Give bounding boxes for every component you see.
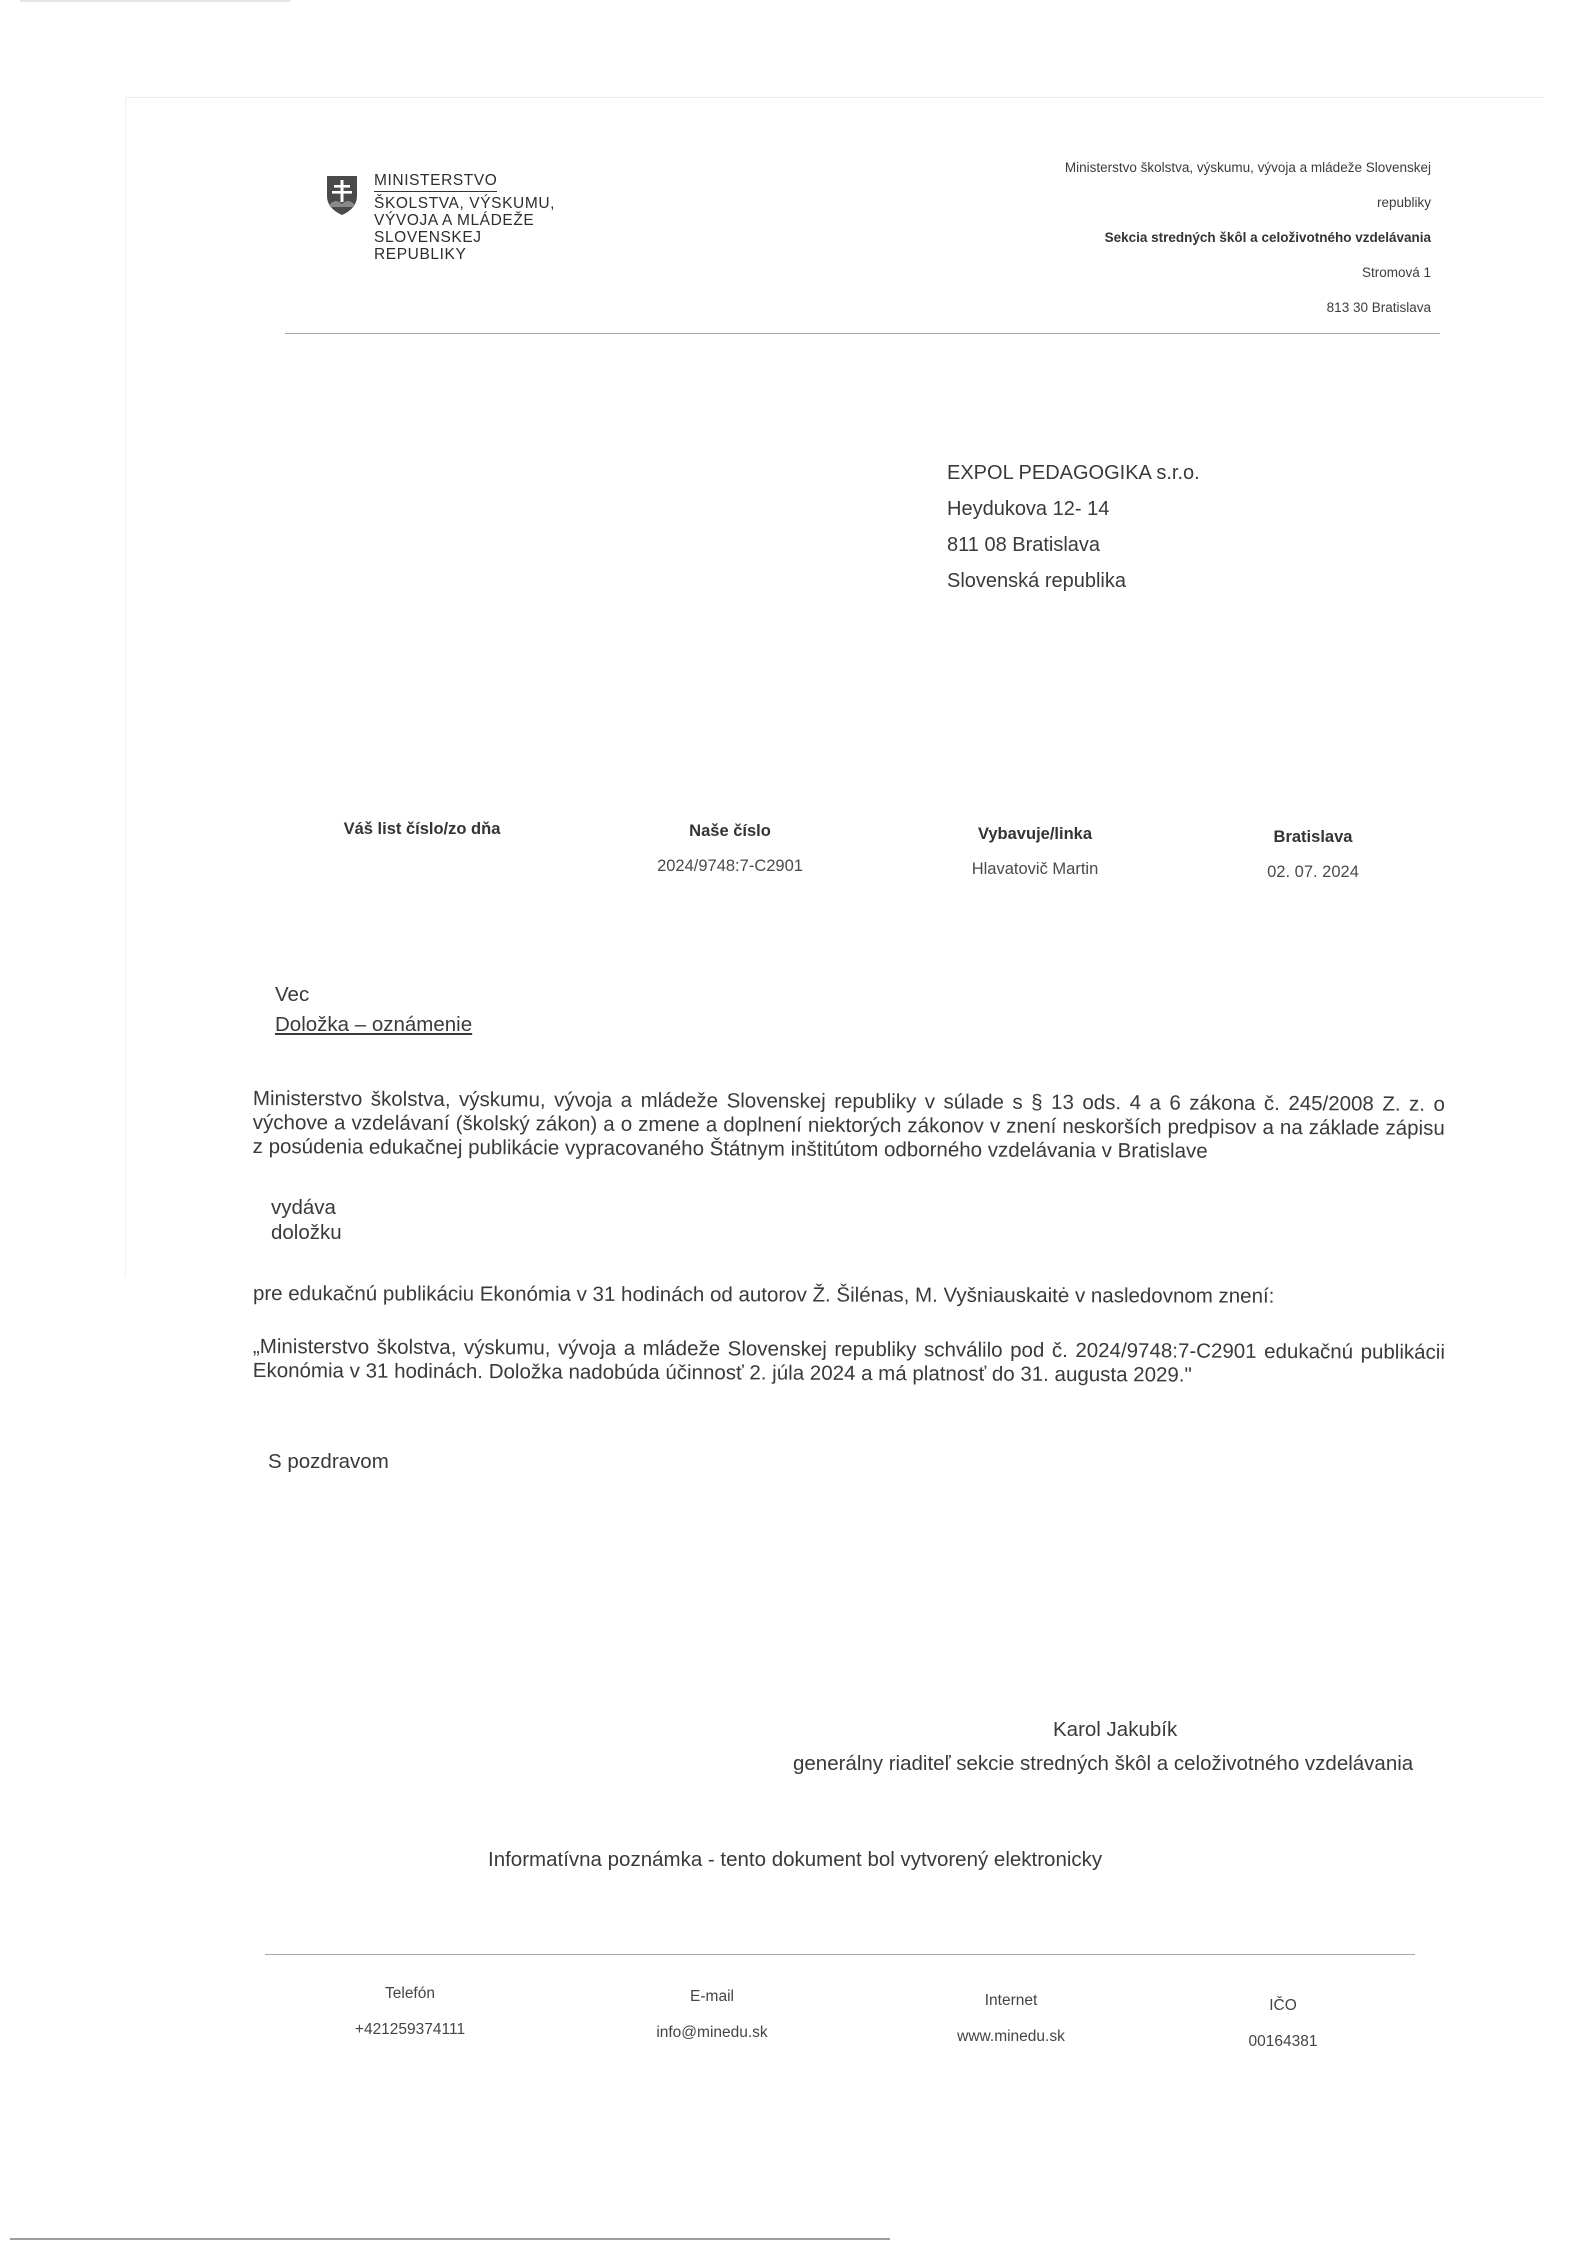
clause-text: doložku: [271, 1221, 342, 1244]
recipient-address: [947, 455, 1200, 599]
footer-ico-label: IČO: [1269, 1997, 1297, 2014]
ref-our-number-label: Naše číslo: [689, 822, 771, 840]
electronic-note: Informatívna poznámka - tento dokument bol vytvorený elektronicky: [488, 1848, 1103, 1871]
footer-ico-value: 00164381: [1248, 2033, 1318, 2050]
ref-handler: [935, 825, 1135, 879]
footer-internet-value: www.minedu.sk: [957, 2028, 1065, 2045]
footer-phone-value: +421259374111: [354, 2021, 466, 2038]
ref-our-number: [630, 822, 830, 876]
logo-line-2: ŠKOLSTVA, VÝSKUMU,: [374, 195, 556, 212]
footer-phone-label: Telefón: [385, 1985, 435, 2002]
subject-value: Doložka – oznámenie: [275, 1013, 473, 1036]
footer-phone: [310, 1985, 510, 2039]
ref-date-value: 02. 07. 2024: [1267, 863, 1359, 881]
ref-our-number-value: 2024/9748:7-C2901: [657, 857, 803, 875]
body-paragraph-4: „Ministerstvo školstva, výskumu, vývoja a mládeže Slovenskej republiky schválilo pod č. 2024/9748:7-C2901 edukačnú publikácii Ekonómia v 31 hodinách. Doložka nadobúda účinnosť 2. júla 2024 a má platnosť do 31. augusta 2029.": [252, 1335, 1445, 1387]
body-paragraph-1: Ministerstvo školstva, výskumu, vývoja a mládeže Slovenskej republiky v súlade s § 13 ods. 4 a 6 zákona č. 245/2008 Z. z. o výchove a vzdelávaní (školský zákon) a o zmene a doplnení niektorých zákonov v znení neskorších predpisov a na základe zápisu z posúdenia edukačnej publikácie vypracovaného Štátnym inštitútom odborného vzdelávania v Bratislave: [252, 1087, 1445, 1163]
ref-handler-value: Hlavatovič Martin: [971, 860, 1099, 878]
logo-line-1: MINISTERSTVO: [374, 172, 497, 192]
footer-ico: [1223, 1997, 1343, 2051]
sender-address: [871, 158, 1431, 333]
scan-edge-bottom: [10, 2238, 890, 2240]
coat-of-arms-icon: [325, 174, 359, 216]
logo-line-4: SLOVENSKEJ REPUBLIKY: [374, 229, 482, 263]
greeting: S pozdravom: [268, 1450, 389, 1473]
ref-place-date: [1233, 828, 1393, 882]
recipient-country: Slovenská republika: [947, 570, 1126, 592]
signatory-name: Karol Jakubík: [1053, 1718, 1178, 1741]
footer-email-label: E-mail: [690, 1988, 734, 2005]
footer-internet-label: Internet: [984, 1992, 1038, 2009]
ref-your-letter-label: Váš list číslo/zo dňa: [343, 820, 501, 838]
ministry-logo: [325, 172, 575, 262]
logo-text: [374, 172, 575, 263]
sender-section: Sekcia stredných škôl a celoživotného vzdelávania: [1104, 230, 1431, 245]
signatory-title: generálny riaditeľ sekcie stredných škôl a celoživotného vzdelávania: [793, 1752, 1414, 1775]
logo-line-3: VÝVOJA A MLÁDEŽE: [374, 212, 535, 229]
recipient-street: Heydukova 12- 14: [947, 498, 1110, 520]
body-paragraph-3: pre edukačnú publikáciu Ekonómia v 31 hodinách od autorov Ž. Šilénas, M. Vyšniauskaitė v nasledovnom znení:: [252, 1282, 1275, 1308]
issues-block: [271, 1195, 342, 1245]
footer-email: [612, 1988, 812, 2042]
sender-street: Stromová 1: [1361, 265, 1431, 280]
scan-edge-top: [20, 0, 290, 2]
sender-line-2: republiky: [1376, 195, 1431, 210]
sender-line-1: Ministerstvo školstva, výskumu, vývoja a mládeže Slovenskej: [1064, 160, 1431, 175]
subject-label: Vec: [275, 983, 310, 1006]
scan-frame-left: [125, 97, 126, 1277]
footer-email-value: info@minedu.sk: [656, 2024, 768, 2041]
recipient-city: 811 08 Bratislava: [947, 534, 1101, 556]
ref-place-label: Bratislava: [1273, 828, 1353, 846]
sender-city: 813 30 Bratislava: [1326, 300, 1431, 315]
header-divider: [285, 333, 1440, 334]
issues-text: vydáva: [271, 1196, 336, 1219]
recipient-name: EXPOL PEDAGOGIKA s.r.o.: [947, 462, 1200, 484]
ref-handler-label: Vybavuje/linka: [977, 825, 1093, 843]
ref-your-letter: [322, 820, 522, 839]
footer-divider: [265, 1954, 1415, 1955]
footer-internet: [911, 1992, 1111, 2046]
scan-frame-top: [125, 97, 1545, 98]
